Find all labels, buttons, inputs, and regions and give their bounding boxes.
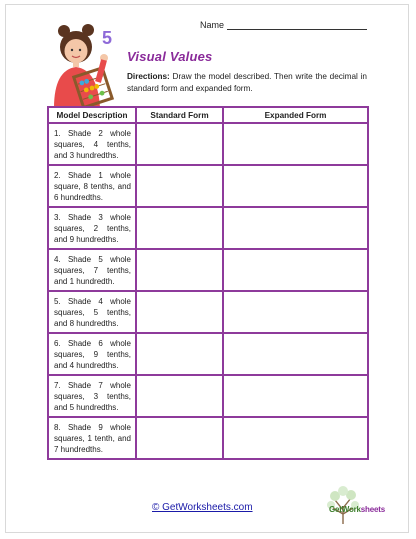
standard-form-cell[interactable] [136, 333, 223, 375]
logo-text-a: GetWork [329, 505, 361, 514]
model-description-text: 6. Shade 6 whole squares, 9 tenths, and 4 hundredths. [54, 339, 131, 370]
model-description-cell [48, 165, 136, 207]
column-header-expanded-form: Expanded Form [223, 107, 368, 123]
table-header-row [48, 107, 368, 123]
expanded-form-cell[interactable] [223, 207, 368, 249]
logo-text-b: sheets [360, 505, 385, 514]
directions-label: Directions: [127, 72, 170, 81]
standard-form-cell[interactable] [136, 207, 223, 249]
model-description-text: 5. Shade 4 whole squares, 5 tenths, and 8 hundredths. [54, 297, 131, 328]
directions-text [127, 71, 367, 95]
getworksheets-logo-text [329, 505, 385, 514]
table-row [48, 333, 368, 375]
standard-form-cell[interactable] [136, 249, 223, 291]
getworksheets-link[interactable]: © GetWorksheets.com [152, 502, 253, 513]
expanded-form-cell[interactable] [223, 249, 368, 291]
column-header-model-description: Model Description [48, 107, 136, 123]
column-header-standard-form: Standard Form [136, 107, 223, 123]
name-line [227, 20, 367, 30]
expanded-form-cell[interactable] [223, 291, 368, 333]
standard-form-cell[interactable] [136, 123, 223, 165]
model-description-cell [48, 333, 136, 375]
name-label: Name [200, 20, 225, 30]
name-field [200, 20, 367, 30]
directions-body: Draw the model described. Then write the decimal in standard form and expanded form. [127, 72, 367, 93]
model-description-text: 8. Shade 9 whole squares, 1 tenth, and 7 hundredths. [54, 423, 131, 454]
model-description-cell [48, 417, 136, 459]
badge-number: 5 [102, 28, 113, 48]
table-row [48, 123, 368, 165]
worksheet-table [47, 106, 369, 460]
model-description-text: 3. Shade 3 whole squares, 2 tenths, and 9 hundredths. [54, 213, 131, 244]
table-row [48, 375, 368, 417]
girl-with-abacus-icon [42, 22, 126, 108]
standard-form-cell[interactable] [136, 375, 223, 417]
model-description-text: 1. Shade 2 whole squares, 4 tenths, and 3 hundredths. [54, 129, 131, 160]
expanded-form-cell[interactable] [223, 123, 368, 165]
model-description-cell [48, 375, 136, 417]
model-description-text: 2. Shade 1 whole square, 8 tenths, and 6 hundredths. [54, 171, 131, 202]
model-description-text: 7. Shade 7 whole squares, 3 tenths, and 5 hundredths. [54, 381, 131, 412]
table-row [48, 249, 368, 291]
expanded-form-cell[interactable] [223, 333, 368, 375]
expanded-form-cell[interactable] [223, 375, 368, 417]
model-description-cell [48, 249, 136, 291]
model-description-cell [48, 207, 136, 249]
expanded-form-cell[interactable] [223, 165, 368, 207]
table-row [48, 207, 368, 249]
model-description-cell [48, 291, 136, 333]
table-row [48, 417, 368, 459]
table-row [48, 165, 368, 207]
standard-form-cell[interactable] [136, 291, 223, 333]
expanded-form-cell[interactable] [223, 417, 368, 459]
standard-form-cell[interactable] [136, 417, 223, 459]
table-row [48, 291, 368, 333]
page-title: Visual Values [127, 49, 213, 64]
model-description-cell [48, 123, 136, 165]
standard-form-cell[interactable] [136, 165, 223, 207]
model-description-text: 4. Shade 5 whole squares, 7 tenths, and 1 hundredth. [54, 255, 131, 286]
